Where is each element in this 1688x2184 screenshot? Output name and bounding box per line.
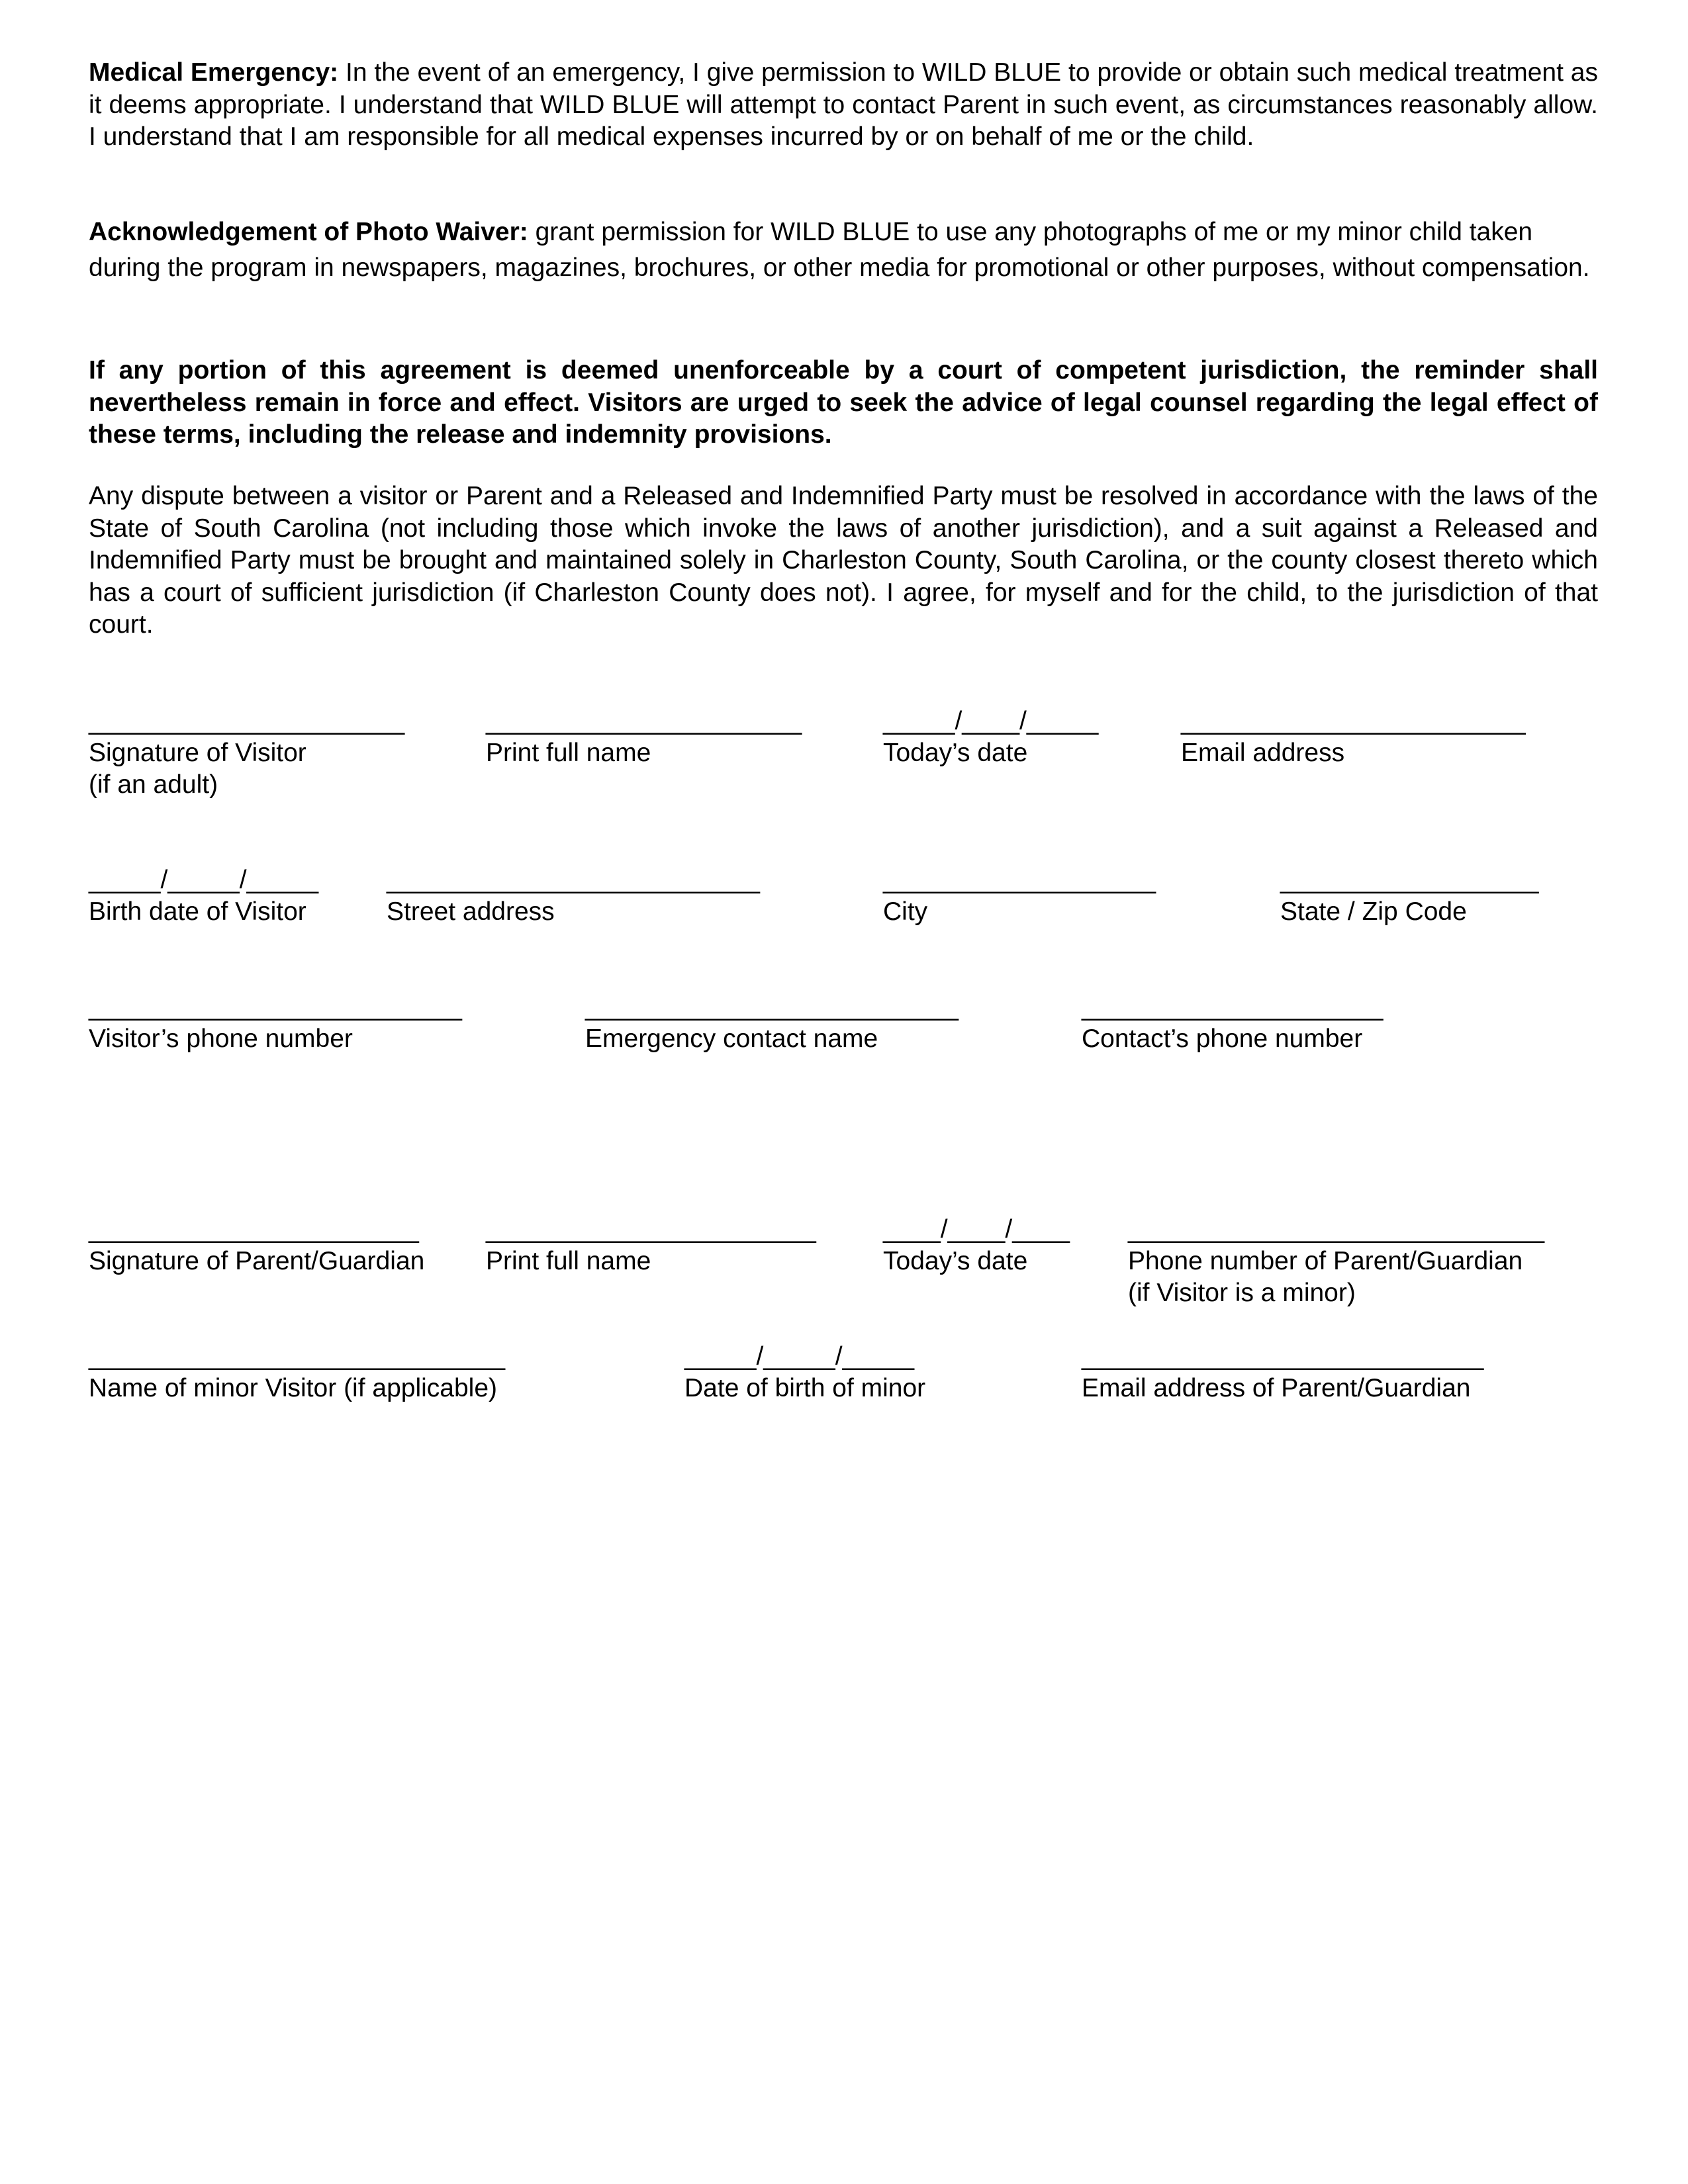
visitor-email-field[interactable] (1181, 705, 1526, 769)
visitor-print-name-line[interactable]: ______________________ (486, 707, 802, 735)
parent-email-line[interactable]: ____________________________ (1082, 1342, 1484, 1371)
state-zip-line[interactable]: __________________ (1280, 866, 1539, 894)
parent-print-name-line[interactable]: _______________________ (486, 1215, 816, 1244)
parent-todays-date-line[interactable]: ____/____/____ (883, 1215, 1070, 1244)
visitor-phone-field[interactable] (89, 991, 462, 1055)
medical-emergency-text: In the event of an emergency, I give permission to WILD BLUE to provide or obtain such medical treatment as it deems appropriate. I understand that WILD BLUE will attempt to contact Parent in such event, as circumstances reasonably allow. I understand that I am responsible for all medical expenses incurred by or on behalf of me or the child. (89, 58, 1598, 151)
contact-phone-line[interactable]: _____________________ (1082, 993, 1383, 1021)
visitor-signature-label: Signature of Visitor (89, 739, 306, 767)
contact-phone-label: Contact’s phone number (1082, 1024, 1363, 1053)
street-address-label: Street address (387, 897, 555, 926)
parent-signature-label: Signature of Parent/Guardian (89, 1247, 425, 1275)
parent-phone-sublabel: (if Visitor is a minor) (1128, 1279, 1356, 1307)
photo-waiver-paragraph (89, 214, 1598, 286)
emergency-contact-name-line[interactable]: __________________________ (585, 993, 959, 1021)
parent-todays-date-field[interactable] (883, 1214, 1070, 1277)
parent-phone-label: Phone number of Parent/Guardian (1128, 1247, 1523, 1275)
visitor-birth-date-label: Birth date of Visitor (89, 897, 306, 926)
minor-name-label: Name of minor Visitor (if applicable) (89, 1374, 498, 1402)
parent-email-label: Email address of Parent/Guardian (1082, 1374, 1471, 1402)
visitor-phone-label: Visitor’s phone number (89, 1024, 353, 1053)
medical-emergency-paragraph (89, 57, 1598, 154)
visitor-print-name-label: Print full name (486, 739, 651, 767)
visitor-signature-field[interactable] (89, 705, 404, 801)
city-label: City (883, 897, 928, 926)
street-address-line[interactable]: __________________________ (387, 866, 760, 894)
city-field[interactable] (883, 864, 1156, 928)
minor-name-field[interactable] (89, 1341, 505, 1404)
enforceability-paragraph: If any portion of this agreement is deemed unenforceable by a court of competent jurisdiction, the reminder shall nevertheless remain in force and effect. Visitors are urged to seek the advice of legal counsel regarding the legal effect of these terms, including the release and indemnity provisions. (89, 356, 1598, 449)
parent-signature-line[interactable]: _______________________ (89, 1215, 419, 1244)
visitor-email-line[interactable]: ________________________ (1181, 707, 1526, 735)
emergency-contact-name-field[interactable] (585, 991, 959, 1055)
parent-print-name-field[interactable] (486, 1214, 816, 1277)
parent-print-name-label: Print full name (486, 1247, 651, 1275)
visitor-email-label: Email address (1181, 739, 1345, 767)
minor-dob-line[interactable]: _____/_____/_____ (684, 1342, 915, 1371)
visitor-todays-date-line[interactable]: _____/____/_____ (883, 707, 1099, 735)
minor-dob-label: Date of birth of minor (684, 1374, 926, 1402)
visitor-signature-line[interactable]: ______________________ (89, 707, 405, 735)
parent-signature-field[interactable] (89, 1214, 424, 1277)
parent-email-field[interactable] (1082, 1341, 1483, 1404)
minor-name-line[interactable]: _____________________________ (89, 1342, 506, 1371)
medical-emergency-heading: Medical Emergency: (89, 58, 339, 87)
contact-phone-field[interactable] (1082, 991, 1383, 1055)
parent-phone-field[interactable] (1128, 1214, 1544, 1309)
parent-phone-line[interactable]: _____________________________ (1128, 1215, 1545, 1244)
visitor-phone-line[interactable]: __________________________ (89, 993, 462, 1021)
photo-waiver-heading: Acknowledgement of Photo Waiver: (89, 218, 528, 246)
visitor-birth-date-field[interactable] (89, 864, 318, 928)
state-zip-field[interactable] (1280, 864, 1538, 928)
visitor-print-name-field[interactable] (486, 705, 802, 769)
emergency-contact-name-label: Emergency contact name (585, 1024, 878, 1053)
dispute-paragraph: Any dispute between a visitor or Parent and a Released and Indemnified Party must be resolved in accordance with the laws of the State of South Carolina (not including those which invoke the laws of another jurisdiction), and a suit against a Released and Indemnified Party must be brought and maintained solely in Charleston County, South Carolina, or the county closest thereto which has a court of sufficient jurisdiction (if Charleston County does not). I agree, for myself and for the child, to the jurisdiction of that court. (89, 482, 1598, 639)
parent-todays-date-label: Today’s date (883, 1247, 1028, 1275)
state-zip-label: State / Zip Code (1280, 897, 1467, 926)
visitor-todays-date-field[interactable] (883, 705, 1098, 769)
photo-waiver-text: grant permission for WILD BLUE to use any photographs of me or my minor child taken during the program in newspapers, magazines, brochures, or other media for promotional or other purposes, without compensation. (89, 218, 1590, 282)
visitor-birth-date-line[interactable]: _____/_____/_____ (89, 866, 319, 894)
visitor-todays-date-label: Today’s date (883, 739, 1028, 767)
street-address-field[interactable] (387, 864, 760, 928)
city-line[interactable]: ___________________ (883, 866, 1156, 894)
visitor-signature-sublabel: (if an adult) (89, 770, 218, 799)
minor-dob-field[interactable] (684, 1341, 925, 1404)
